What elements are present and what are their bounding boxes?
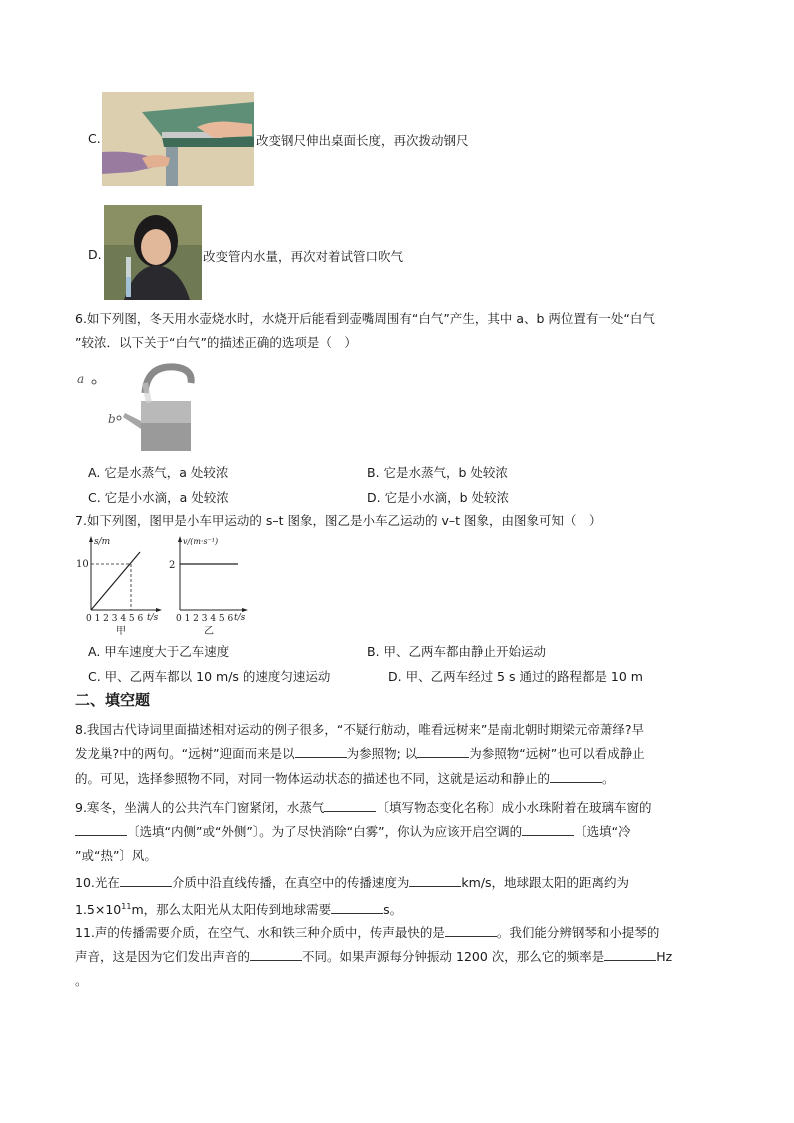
q9-blank-1[interactable] xyxy=(324,799,376,812)
q8-line2: 发龙巢?中的两句。“远树”迎面而来是以 为参照物; 以 为参照物“远树”也可以看成静止 xyxy=(75,746,645,761)
q8-line3: 的。可见，选择参照物不同，对同一物体运动状态的描述也不同，这就是运动和静止的 。 xyxy=(75,771,615,786)
q8-blank-2[interactable] xyxy=(417,745,469,758)
q8-line1: 8.我国古代诗词里面描述相对运动的例子很多，“不疑行舫动，唯看远树来”是南北朝时期梁元帝萧绎?早 xyxy=(75,722,645,737)
option-d-text: 改变管内水量，再次对着试管口吹气 xyxy=(203,249,404,264)
q8-blank-1[interactable] xyxy=(295,745,347,758)
q7-option-d[interactable]: D. 甲、乙两车经过 5 s 通过的路程都是 10 m xyxy=(388,669,643,684)
label-a: a xyxy=(77,372,85,386)
s-t-ytick: 10 xyxy=(76,559,89,570)
q11-line1: 11.声的传播需要介质，在空气、水和铁三种介质中，传声最快的是 。我们能分辨钢琴和小提琴的 xyxy=(75,925,660,940)
q10-line1: 10.光在 介质中沿直线传播，在真空中的传播速度为 km/s，地球跟太阳的距离约为 xyxy=(75,875,630,890)
kettle-figure xyxy=(75,363,195,451)
q10-blank-2[interactable] xyxy=(409,874,461,887)
option-c-text: 改变钢尺伸出桌面长度，再次拨动钢尺 xyxy=(256,133,469,148)
v-t-ylabel: v/(m·s⁻¹) xyxy=(183,537,219,546)
q6-option-b[interactable]: B. 它是水蒸气，b 处较浓 xyxy=(367,465,508,480)
q11-blank-1[interactable] xyxy=(445,924,497,937)
q7-option-c[interactable]: C. 甲、乙两车都以 10 m/s 的速度匀速运动 xyxy=(88,669,331,684)
q6-option-d[interactable]: D. 它是小水滴，b 处较浓 xyxy=(367,490,509,505)
q11-blank-3[interactable] xyxy=(604,948,656,961)
q6-option-c[interactable]: C. 它是小水滴，a 处较浓 xyxy=(88,490,229,505)
v-t-xticks: 0 1 2 3 4 5 6 xyxy=(176,614,234,624)
q10-blank-3[interactable] xyxy=(331,901,383,914)
option-d-letter: D. xyxy=(88,247,102,262)
s-t-xlabel: t/s xyxy=(147,613,159,623)
q11-line3: 。 xyxy=(75,973,88,988)
label-b: b xyxy=(108,412,116,426)
q7-option-b[interactable]: B. 甲、乙两车都由静止开始运动 xyxy=(367,644,547,659)
q7-option-a[interactable]: A. 甲车速度大于乙车速度 xyxy=(88,644,230,659)
girl-blowing-test-tube-photo xyxy=(104,205,202,300)
q11-blank-2[interactable] xyxy=(250,948,302,961)
q10-line2: $1.5\times 10^{11}m$，那么太阳光从太阳传到地球需要 s。 xyxy=(75,902,403,918)
v-t-caption: 乙 xyxy=(204,626,214,637)
section-title: 二、填空题 xyxy=(75,691,151,709)
q10-blank-1[interactable] xyxy=(120,874,172,887)
s-t-ylabel: s/m xyxy=(94,537,111,547)
s-t-graph xyxy=(74,534,170,638)
ruler-on-desk-photo xyxy=(102,92,254,186)
q9-blank-3[interactable] xyxy=(522,823,574,836)
v-t-graph xyxy=(168,534,252,638)
q11-line2: 声音，这是因为它们发出声音的 不同。如果声源每分钟振动 1200 次，那么它的频率是 Hz xyxy=(75,949,673,964)
q9-line3: ”或“热”〕风。 xyxy=(75,848,157,863)
v-t-xlabel: t/s xyxy=(234,613,246,623)
q8-blank-3[interactable] xyxy=(550,770,602,783)
q9-line1: 9.寒冬，坐满人的公共汽车门窗紧闭，水蒸气 〔填写物态变化名称〕成小水珠附着在玻璃车窗的 xyxy=(75,800,652,815)
q7-stem: 7.如下列图，图甲是小车甲运动的 s–t 图象，图乙是小车乙运动的 v–t 图象，由图象可知（ ） xyxy=(75,513,602,528)
s-t-xticks: 0 1 2 3 4 5 6 xyxy=(86,614,144,624)
option-c-letter: C. xyxy=(88,131,101,146)
q9-line2: 〔选填“内侧”或“外侧”〕。为了尽快消除“白雾”，你认为应该开启空调的 〔选填“冷 xyxy=(75,823,631,841)
v-t-ytick: 2 xyxy=(169,560,176,571)
q6-stem-line1: 6.如下列图，冬天用水壶烧水时，水烧开后能看到壶嘴周围有“白气”产生，其中 a、b 两位置有一处“白气 xyxy=(75,311,655,326)
q6-option-a[interactable]: A. 它是水蒸气，a 处较浓 xyxy=(88,465,229,480)
s-t-caption: 甲 xyxy=(116,626,126,637)
q6-stem-line2: ”较浓．以下关于“白气”的描述正确的选项是（ ） xyxy=(75,335,357,350)
q9-blank-2[interactable] xyxy=(75,823,127,836)
